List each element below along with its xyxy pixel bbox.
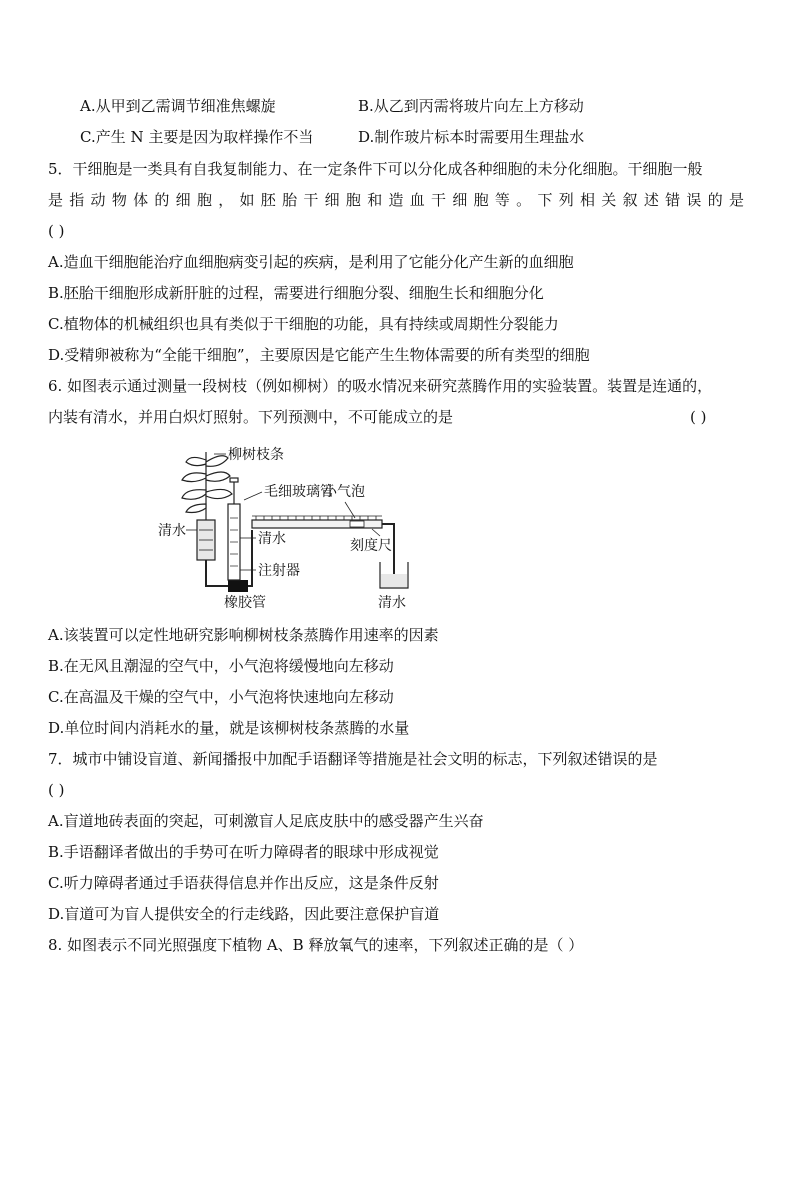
q6-option-d: D.单位时间内消耗水的量，就是该柳树枝条蒸腾的水量 (48, 719, 410, 737)
q4-option-c: C.产生 N 主要是因为取样操作不当 (80, 128, 314, 146)
label-small-bubble: 小气泡 (323, 484, 365, 500)
q5-option-a: A.造血干细胞能治疗血细胞病变引起的疾病，是利用了它能分化产生新的血细胞 (48, 253, 574, 271)
label-water-beaker: 清水 (378, 595, 406, 611)
q6-stem-line-1: 6. 如图表示通过测量一段树枝（例如柳树）的吸水情况来研究蒸腾作用的实验装置。装置是连通的， (48, 377, 713, 395)
q4-option-b: B.从乙到丙需将玻片向左上方移动 (358, 97, 584, 115)
q7-option-c: C.听力障碍者通过手语获得信息并作出反应，这是条件反射 (48, 874, 439, 892)
q7-option-a: A.盲道地砖表面的突起，可刺激盲人足底皮肤中的感受器产生兴奋 (48, 812, 484, 830)
q6-answer-paren: ( ) (690, 408, 707, 426)
small-bubble (350, 521, 364, 527)
transpiration-apparatus-figure (0, 440, 793, 615)
willow-branch-icon (182, 452, 232, 520)
q4-option-d: D.制作玻片标本时需要用生理盐水 (358, 128, 585, 146)
q7-option-b: B.手语翻译者做出的手势可在听力障碍者的眼球中形成视觉 (48, 843, 439, 861)
q4-option-a: A.从甲到乙需调节细准焦螺旋 (80, 97, 276, 115)
label-syringe: 注射器 (258, 563, 300, 579)
label-ruler: 刻度尺 (350, 538, 392, 554)
q6-option-b: B.在无风且潮湿的空气中，小气泡将缓慢地向左移动 (48, 657, 394, 675)
capillary-tube (252, 520, 382, 528)
q8-stem-line-1: 8. 如图表示不同光照强度下植物 A、B 释放氧气的速率，下列叙述正确的是（ ） (48, 936, 584, 954)
rubber-tube-block (228, 580, 248, 592)
label-water-left: 清水 (158, 523, 186, 539)
q5-stem-line-2: 是指动物体的细胞，如胚胎干细胞和造血干细胞等。下列相关叙述错误的是 (48, 191, 744, 209)
q7-option-d: D.盲道可为盲人提供安全的行走线路，因此要注意保护盲道 (48, 905, 440, 923)
q5-answer-paren: ( ) (48, 222, 65, 240)
label-capillary-tube: 毛细玻璃管 (264, 484, 334, 500)
label-rubber-tube: 橡胶管 (224, 595, 266, 611)
label-willow-branch: 柳树枝条 (228, 447, 284, 463)
label-water-mid: 清水 (258, 531, 286, 547)
q7-answer-paren: ( ) (48, 781, 65, 799)
q5-option-d: D.受精卵被称为“全能干细胞”，主要原因是它能产生生物体需要的所有类型的细胞 (48, 346, 590, 364)
q7-stem-line-1: 7．城市中铺设盲道、新闻播报中加配手语翻译等措施是社会文明的标志，下列叙述错误的是 (48, 750, 658, 768)
q6-option-a: A.该装置可以定性地研究影响柳树枝条蒸腾作用速率的因素 (48, 626, 439, 644)
q6-stem-line-2: 内装有清水，并用白炽灯照射。下列预测中，不可能成立的是 (48, 408, 454, 426)
bottom-tube (206, 560, 228, 586)
q6-option-c: C.在高温及干燥的空气中，小气泡将快速地向左移动 (48, 688, 394, 706)
q5-option-b: B.胚胎干细胞形成新肝脏的过程，需要进行细胞分裂、细胞生长和细胞分化 (48, 284, 544, 302)
q5-option-c: C.植物体的机械组织也具有类似于干细胞的功能，具有持续或周期性分裂能力 (48, 315, 559, 333)
q5-stem-line-1: 5．干细胞是一类具有自我复制能力、在一定条件下可以分化成各种细胞的未分化细胞。干细胞一般 (48, 160, 703, 178)
